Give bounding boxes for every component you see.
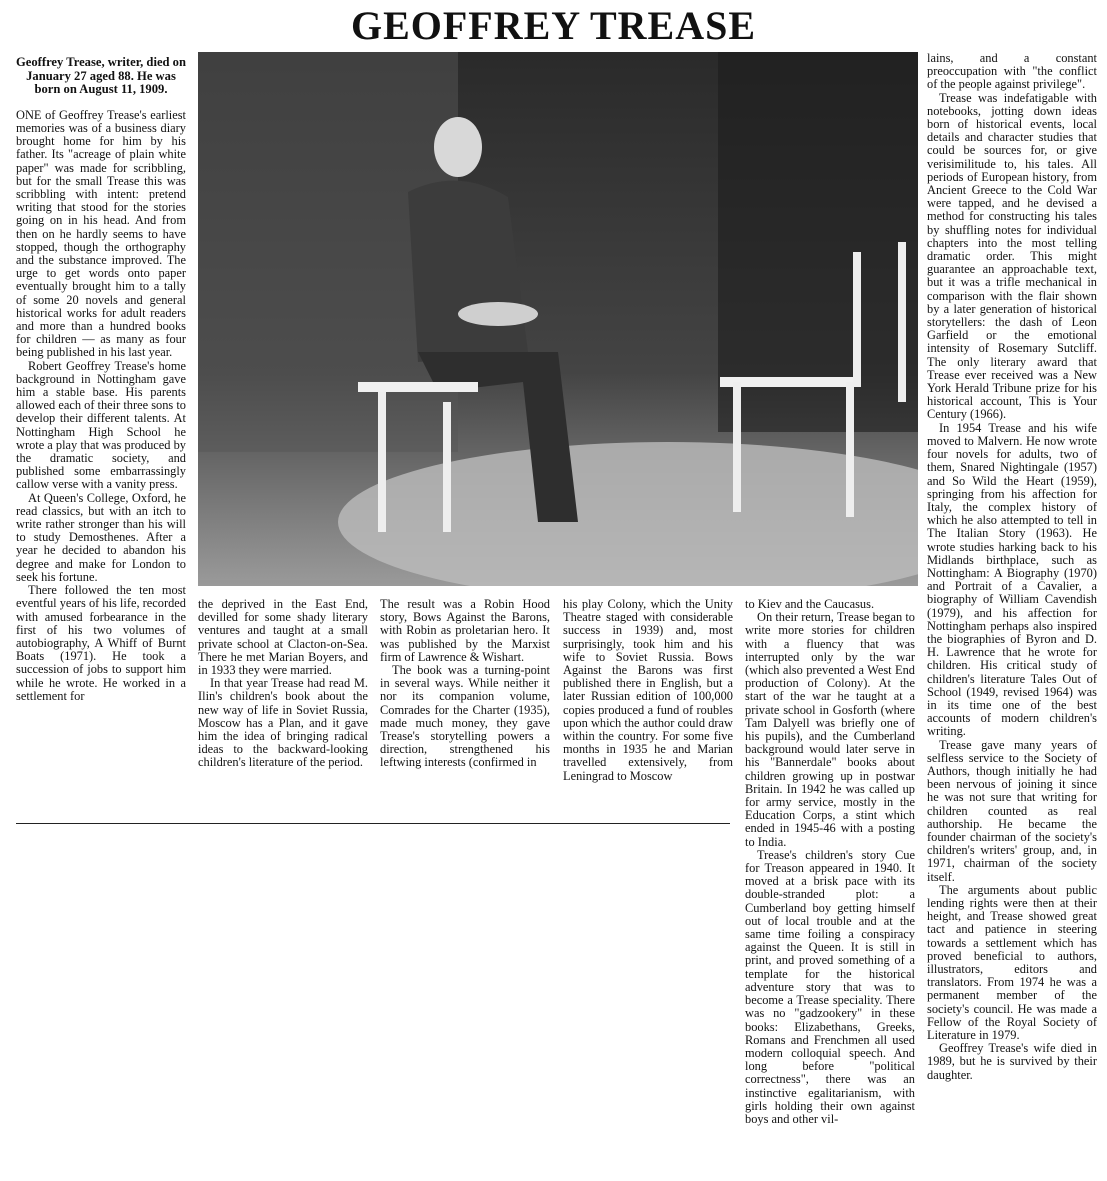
column-3 (380, 598, 550, 770)
paragraph: his play Colony, which the Unity Theatre staged with considerable success in 1939) and, most surprisingly, took him and his wife to Soviet Russia. Bows Against the Barons was first published there in English, but a later Russian edition of 100,000 copies produced a fund of roubles upon which the author could draw within the country. For some five months in 1935 he and Marian travelled extensively, from Leningrad to Moscow (563, 597, 733, 783)
paragraph: Trease gave many years of selfless service to the Society of Authors, though initially he had been nervous of joining it since he was not sure that writing for children counted as real authorship. He became the founder chairman of the society's children's writers' group, and, in 1971, chairman of the society itself. (927, 737, 1097, 884)
headline: GEOFFREY TREASE (350, 3, 757, 48)
paragraph: ONE of Geoffrey Trease's earliest memories was of a business diary brought home for him by his father. Its "acreage of plain white paper" was made for scribbling, but for the small Trease this was scribbling with intent: pretend writing that stood for the stories going on in his head. And from then on he hardly seems to have stopped, though the orthography and the substance improved. The urge to get words onto paper eventually brought him to a tally of some 20 novels and general historical works for adult readers and more than a hundred books for children — as many as four being published in his last year. (16, 107, 186, 360)
paragraph: Robert Geoffrey Trease's home background in Nottingham gave him a stable base. His parents allowed each of their three sons to develop their different talents. At Nottingham High School he wrote a play that was produced by the dramatic society, and published some embarrassingly callow verse with a vanity press. (16, 358, 186, 492)
paragraph: Geoffrey Trease's wife died in 1989, but he is survived by their daughter. (927, 1041, 1097, 1082)
paragraph: In 1954 Trease and his wife moved to Malvern. He now wrote four novels for adults, two of them, Snared Nightingale (1957) and So Wild the Heart (1959), springing from his affection for Italy, the complex history of which he also attempted to tell in The Italian Story (1963). He wrote studies harking back to his Midlands birthplace, such as Nottingham: A Biography (1970) and Portrait of a Cavalier, a biography of William Cavendish (1979), and his affection for Nottingham perhaps also inspired the biographies of Byron and D. H. Lawrence that he wrote for children. His critical study of children's literature Tales Out of School (1949, revised 1964) was in its time one of the best accounts of modern children's writing. (927, 420, 1097, 739)
paragraph: Trease was indefatigable with notebooks, jotting down ideas born of historical events, local details and character studies that could be sources for, or give verisimilitude to, his tales. All periods of European history, from Ancient Greece to the Cold War were tapped, and he devised a method for constructing his tales by shuffling notes for individual chapters into the most telling dramatic order. This might guarantee an approachable text, but it was a trifle mechanical in comparison with the flair shown by a later generation of historical storytellers: the dash of Leon Garfield or the emotional intensity of Rosemary Sutcliff. The only literary award that Trease ever received was a New York Herald Tribune prize for his historical account, This is Your Century (1966). (927, 90, 1097, 422)
paragraph: The result was a Robin Hood story, Bows Against the Barons, with Robin as proletarian hero. It was published by the Marxist firm of Lawrence & Wishart. (380, 597, 550, 664)
paragraph: lains, and a constant preoccupation with "the conflict of the people against privilege". (927, 51, 1097, 92)
portrait-photo (198, 52, 918, 586)
paragraph: to Kiev and the Caucasus. (745, 597, 875, 611)
divider-rule (16, 823, 730, 824)
column-6 (927, 52, 1097, 1082)
column-5 (745, 598, 915, 1126)
paragraph: The arguments about public lending rights were then at their height, and Trease showed great tact and patience in steering towards a settlement which has proved beneficial to authors, illustrators, editors and translators. From 1974 he was a permanent member of the society's council. He was made a Fellow of the Royal Society of Literature in 1979. (927, 882, 1097, 1043)
paragraph: Trease's children's story Cue for Treason appeared in 1940. It moved at a brisk pace with its double-stranded plot: a Cumberland boy getting himself out of local trouble and at the same time foiling a conspiracy against the Queen. It is still in print, and proved something of a template for the historical adventure story that was to become a Trease speciality. There was no "gadzookery" in these books: Elizabethans, Greeks, Romans and Frenchmen all used modern colloquial speech. And long before "political correctness", there was an instinctive egalitarianism, with girls holding their own against boys and other vil- (745, 847, 915, 1126)
column-4 (563, 598, 733, 783)
paragraph: In that year Trease had read M. Ilin's children's book about the new way of life in Soviet Russia, Moscow has a Plan, and it gave him the idea of bringing radical ideas to the backward-looking children's literature of the period. (198, 676, 368, 770)
column-1 (16, 56, 186, 703)
paragraph: the deprived in the East End, devilled for some shady literary ventures and taught at a small private school at Clacton-on-Sea. There he met Marian Boyers, and in 1933 they were married. (198, 597, 368, 678)
paragraph: The book was a turning-point in several ways. While neither it nor its companion volume, Comrades for the Charter (1935), made much money, they gave Trease's storytelling powers a direction, strengthened his leftwing interests (confirmed in (380, 663, 550, 770)
column-2 (198, 598, 368, 770)
paragraph: At Queen's College, Oxford, he read classics, but with an itch to write rather stronger than his will to study Demosthenes. After a year he decided to abandon his degree and make for London to seek his fortune. (16, 490, 186, 584)
photo-garden-scene (198, 52, 918, 586)
paragraph: There followed the ten most eventful years of his life, recorded with amused forbearance in the first of his two volumes of autobiography, A Whiff of Burnt Boats (1971). He took a succession of jobs to support him while he wrote. He worked in a settlement for (16, 583, 186, 703)
paragraph: On their return, Trease began to write more stories for children with a fluency that was interrupted only by the war (which also prevented a West End production of Colony). At the start of the war he taught at a private school in Gosforth (where Tam Dalyell was briefly one of his pupils), and the Cumberland background would later serve in his "Bannerdale" books about children growing up in postwar Britain. In 1942 he was called up for army service, mostly in the Education Corps, a stint which ended in 1945-46 with a posting to India. (745, 610, 915, 849)
standfirst: Geoffrey Trease, writer, died on January 27 aged 88. He was born on August 11, 1909. (16, 55, 186, 97)
